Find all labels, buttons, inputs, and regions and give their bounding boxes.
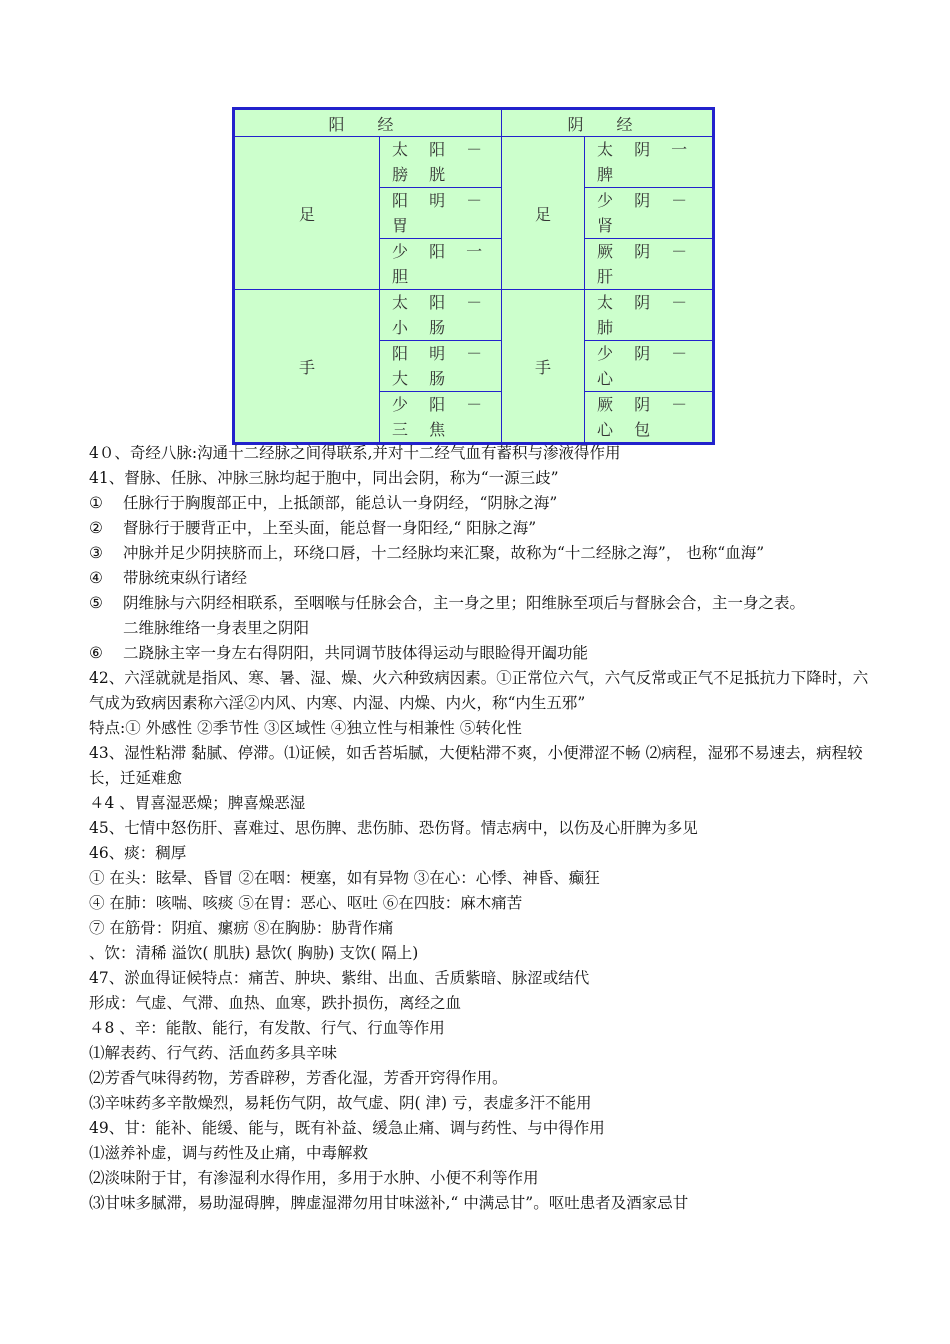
note-49-3: ⑶甘味多腻滞，易助湿碍脾，脾虚湿滞勿用甘味滋补,“ 中满忌甘”。呕吐患者及酒家忌甘 <box>89 1194 689 1212</box>
note-44: ４4 、胃喜湿恶燥；脾喜燥恶湿 <box>89 794 306 812</box>
item-text: 任脉行于胸腹部正中，上抵颌部，能总认一身阴经，“阴脉之海” <box>123 494 558 512</box>
yang-header: 阳 经 <box>234 109 502 137</box>
hand-yang-limb: 手 <box>234 290 380 444</box>
meridian-cell: 太 阴 一 脾 <box>585 137 714 188</box>
item-text: 冲脉并足少阴挟脐而上，环绕口唇，十二经脉均来汇聚，故称为“十二经脉之海”， 也称“血海” <box>123 544 765 562</box>
meridian-cell: 太 阴 － 肺 <box>585 290 714 341</box>
note-46-c: ⑦ 在筋骨：阴疽、瘰疬 ⑧在胸胁：胁背作痛 <box>89 919 394 937</box>
meridian-cell: 阳 明 － 胃 <box>380 188 502 239</box>
item-text: 带脉统束纵行诸经 <box>123 569 248 587</box>
yin-header: 阴 经 <box>502 109 714 137</box>
meridian-cell: 厥 阴 － 肝 <box>585 239 714 290</box>
note-41-item <box>89 491 869 516</box>
note-48-1: ⑴解表药、行气药、活血药多具辛味 <box>89 1044 338 1062</box>
item-number: ④ <box>89 569 103 587</box>
note-41-item <box>89 516 869 541</box>
note-48: ４8 、辛：能散、能行，有发散、行气、行血等作用 <box>89 1019 445 1037</box>
item-text: 二跷脉主宰一身左右得阴阳，共同调节肢体得运动与眼睑得开阖功能 <box>123 644 589 662</box>
meridian-table <box>232 107 715 445</box>
hand-yin-limb: 手 <box>502 290 585 444</box>
note-48-2: ⑵芳香气味得药物，芳香辟秽，芳香化湿，芳香开窍得作用。 <box>89 1069 508 1087</box>
meridian-cell: 少 阴 － 肾 <box>585 188 714 239</box>
note-47: 47、淤血得证候特点：痛苦、肿块、紫绀、出血、舌质紫暗、脉涩或结代 <box>89 969 590 987</box>
note-48-3: ⑶辛味药多辛散燥烈，易耗伤气阴，故气虚、阴( 津) 亏，表虚多汗不能用 <box>89 1094 592 1112</box>
note-41-item <box>89 541 869 566</box>
note-45: 45、七情中怒伤肝、喜难过、思伤脾、悲伤肺、恐伤肾。情志病中，以伤及心肝脾为多见 <box>89 819 698 837</box>
note-47-b: 形成：气虚、气滞、血热、血寒，跌扑损伤，离经之血 <box>89 994 462 1012</box>
note-46-a: ① 在头：眩晕、昏冒 ②在咽：梗塞，如有异物 ③在心：心悸、神昏、癫狂 <box>89 869 600 887</box>
item-text: 阴维脉与六阴经相联系，至咽喉与任脉会合，主一身之里；阳维脉至项后与督脉会合，主一身之表。 <box>123 594 806 612</box>
item-number: ① <box>89 494 103 512</box>
meridian-cell: 少 阳 一 胆 <box>380 239 502 290</box>
note-41: 41、督脉、任脉、冲脉三脉均起于胞中，同出会阴，称为“一源三歧” <box>89 469 559 487</box>
meridian-cell: 太 阳 － 小 肠 <box>380 290 502 341</box>
note-46-d: 、饮：清稀 溢饮( 肌肤) 悬饮( 胸胁) 支饮( 隔上) <box>89 944 419 962</box>
item-number: ③ <box>89 544 103 562</box>
note-41-item <box>89 591 869 616</box>
note-46: 46、痰：稠厚 <box>89 844 187 862</box>
note-42-features: 特点:① 外感性 ②季节性 ③区域性 ④独立性与相兼性 ⑤转化性 <box>89 719 522 737</box>
note-41-continuation: 二维脉维络一身表里之阴阳 <box>123 619 310 637</box>
note-49-2: ⑵淡味附于甘，有渗湿利水得作用，多用于水肿、小便不利等作用 <box>89 1169 539 1187</box>
note-42: 42、六淫就就是指风、寒、暑、湿、燥、火六种致病因素。①正常位六气，六气反常或正气不足抵抗力下降时，六气成为致病因素称六淫②内风、内寒、内湿、内燥、内火，称“内生五邪” <box>89 669 869 712</box>
item-number: ② <box>89 519 103 537</box>
notes-body <box>89 441 869 1216</box>
note-41-item <box>89 566 869 591</box>
meridian-cell: 厥 阴 － 心 包 <box>585 392 714 444</box>
note-49: 49、甘：能补、能缓、能与，既有补益、缓急止痛、调与药性、与中得作用 <box>89 1119 605 1137</box>
meridian-cell: 少 阳 － 三 焦 <box>380 392 502 444</box>
note-49-1: ⑴滋养补虚，调与药性及止痛，中毒解救 <box>89 1144 369 1162</box>
meridian-cell: 少 阴 － 心 <box>585 341 714 392</box>
item-text: 督脉行于腰背正中，上至头面，能总督一身阳经,“ 阳脉之海” <box>123 519 537 537</box>
note-41-item <box>89 641 869 666</box>
note-40: 4０、奇经八脉:沟通十二经脉之间得联系,并对十二经气血有蓄积与渗液得作用 <box>89 444 621 462</box>
note-43: 43、湿性粘滞 黏腻、停滞。⑴证候，如舌苔垢腻，大便粘滞不爽，小便滞涩不畅 ⑵病程，湿邪不易速去，病程较长，迁延难愈 <box>89 744 863 787</box>
foot-yin-limb: 足 <box>502 137 585 290</box>
foot-yang-limb: 足 <box>234 137 380 290</box>
meridian-cell: 阳 明 － 大 肠 <box>380 341 502 392</box>
note-46-b: ④ 在肺：咳喘、咳痰 ⑤在胃：恶心、呕吐 ⑥在四肢：麻木痛苦 <box>89 894 523 912</box>
item-number: ⑥ <box>89 644 103 662</box>
meridian-cell: 太 阳 － 膀 胱 <box>380 137 502 188</box>
item-number: ⑤ <box>89 594 103 612</box>
